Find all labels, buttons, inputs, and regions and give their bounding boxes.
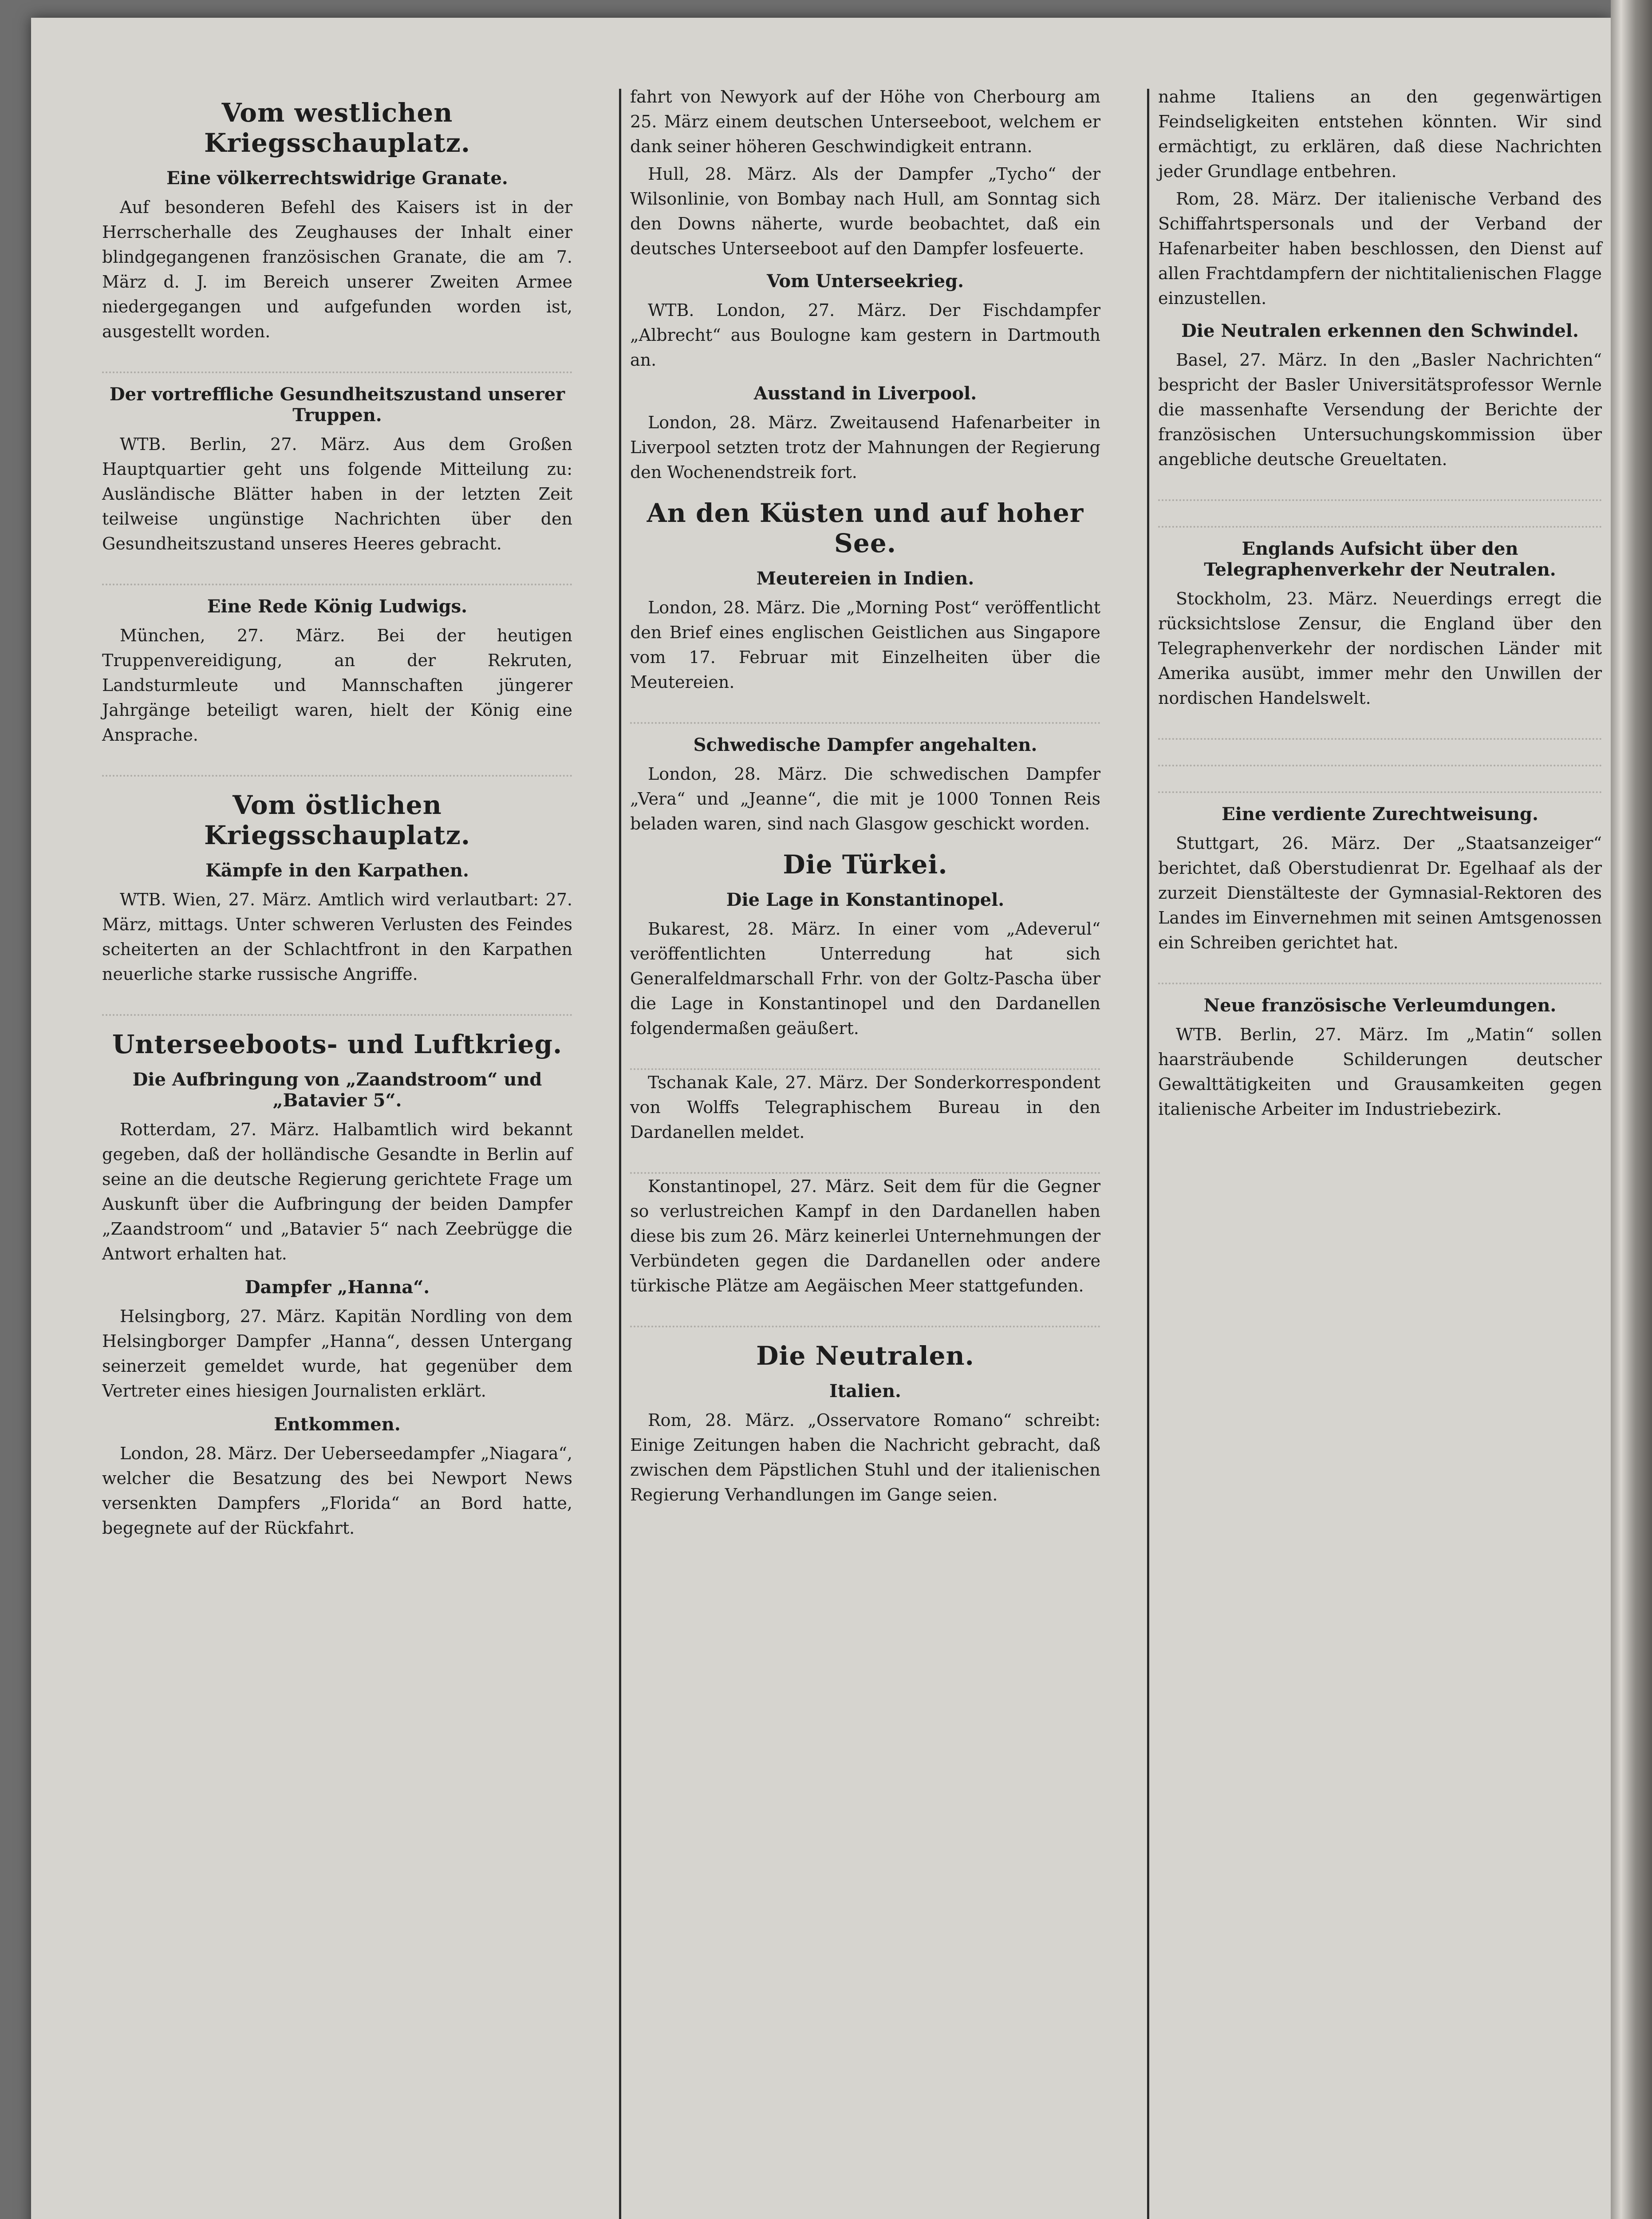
article: [102, 1414, 572, 1540]
article-text: Rom, 28. März. „Osservatore Romano“ schreibt: Einige Zeitungen haben die Nachricht gebracht, daß zwischen dem Päpstlichen Stuhl und der italienischen Regierung Verhandlungen im Gange seien.: [630, 1410, 1100, 1504]
article-text: WTB. Berlin, 27. März. Aus dem Großen Hauptquartier geht uns folgende Mitteilung zu: Ausländische Blätter haben in der letzten Zeit teilweise ungünstige Nachrichten über den Gesundheitszustand unseres Heeres gebracht.: [102, 434, 572, 553]
article-heading: Italien.: [829, 1381, 901, 1402]
article-text: Hull, 28. März. Als der Dampfer „Tycho“ der Wilsonlinie, von Bombay nach Hull, am Sonntag sich den Downs näherte, wurde beobachtet, daß ein deutsches Unterseeboot auf den Dampfer losfeuerte.: [630, 164, 1100, 258]
article-text: Rom, 28. März. Der italienische Verband des Schiffahrtspersonals und der Verband der Hafenarbeiter haben beschlossen, den Dienst auf allen Frachtdampfern der nichtitalienischen Flagge einzustellen.: [1158, 189, 1602, 308]
section-heading: Die Türkei.: [783, 849, 948, 880]
article-text: Tschanak Kale, 27. März. Der Sonderkorrespondent von Wolffs Telegraphischem Bureau in den Dardanellen meldet.: [630, 1073, 1100, 1142]
book-spine-edge: [1611, 0, 1652, 2219]
article: [630, 734, 1100, 836]
article-text: Rotterdam, 27. März. Halbamtlich wird bekannt gegeben, daß der holländische Gesandte in Berlin auf seine an die deutsche Regierung gerichtete Frage um Auskunft über die Aufbringung der beiden Dampfer „Zaandstroom“ und „Batavier 5“ nach Zeebrügge die Antwort erhalten hat.: [102, 1120, 572, 1263]
article: [102, 1069, 572, 1266]
article-text: Konstantinopel, 27. März. Seit dem für die Gegner so verlustreichen Kampf in den Dardanellen haben diese bis zum 26. März keinerlei Unternehmungen der Verbündeten gegen die Dardanellen oder andere türkische Plätze am Aegäischen Meer stattgefunden.: [630, 1177, 1100, 1295]
article-heading: Eine verdiente Zurechtweisung.: [1222, 804, 1538, 825]
article-text: WTB. Wien, 27. März. Amtlich wird verlautbart: 27. März, mittags. Unter schweren Verlusten des Feindes scheiterten an der Schlachtfront in den Karpathen neuerliche starke russische Angriffe.: [102, 890, 572, 984]
article-heading: Vom Unterseekrieg.: [766, 271, 964, 292]
article-text: nahme Italiens an den gegenwärtigen Feindseligkeiten entstehen könnten. Wir sind ermächtigt, zu erklären, daß diese Nachrichten jeder Grundlage entbehren.: [1158, 87, 1602, 181]
article-heading: Englands Aufsicht über den Telegraphenverkehr der Neutralen.: [1204, 538, 1556, 580]
section-heading: Die Neutralen.: [756, 1341, 974, 1371]
article-text: Stuttgart, 26. März. Der „Staatsanzeiger“ berichtet, daß Oberstudienrat Dr. Egelhaaf als der zurzeit Dienstälteste der Gymnasial-Rektoren des Landes im Einvernehmen mit seinen Amtsgenossen ein Schreiben gerichtet hat.: [1158, 833, 1602, 952]
article-heading: Dampfer „Hanna“.: [244, 1277, 430, 1298]
section-heading: An den Küsten und auf hoher See.: [647, 498, 1084, 558]
article-heading: Meutereien in Indien.: [756, 568, 974, 589]
column-2: [630, 84, 1100, 2219]
article: [630, 568, 1100, 724]
article-text: WTB. London, 27. März. Der Fischdampfer „Albrecht“ aus Boulogne kam gestern in Dartmouth an.: [630, 300, 1100, 370]
article: [102, 860, 572, 1016]
article-text: München, 27. März. Bei der heutigen Truppenvereidigung, an der Rekruten, Landsturmleute und Mannschaften jüngerer Jahrgänge beteiligt waren, hielt der König eine Ansprache.: [102, 626, 572, 745]
section-heading: Unterseeboots- und Luftkrieg.: [112, 1029, 563, 1059]
article-heading: Kämpfe in den Karpathen.: [205, 860, 469, 881]
article: [102, 168, 572, 373]
article: [1158, 995, 1602, 1121]
article: [630, 889, 1100, 1327]
article-text: Basel, 27. März. In den „Basler Nachrichten“ bespricht der Basler Universitätsprofessor Wernle die massenhafte Versendung der Berichte der französischen Untersuchungskommission über angebliche deutsche Greueltaten.: [1158, 350, 1602, 469]
article: [102, 1277, 572, 1403]
section-heading: Vom östlichen Kriegsschauplatz.: [204, 790, 471, 850]
article: [630, 383, 1100, 485]
article-text: London, 28. März. Die „Morning Post“ veröffentlicht den Brief eines englischen Geistlichen aus Singapore vom 17. Februar mit Einzelheiten über die Meutereien.: [630, 598, 1100, 692]
article-heading: Ausstand in Liverpool.: [753, 383, 977, 404]
article-heading: Neue französische Verleumdungen.: [1203, 995, 1557, 1016]
article-text: WTB. Berlin, 27. März. Im „Matin“ sollen haarsträubende Schilderungen deutscher Gewalttätigkeiten und Grausamkeiten gegen italienische Arbeiter im Industriebezirk.: [1158, 1025, 1602, 1119]
article-text: Helsingborg, 27. März. Kapitän Nordling von dem Helsingborger Dampfer „Hanna“, dessen Untergang seinerzeit gemeldet wurde, hat gegenüber dem Vertreter eines hiesigen Journalisten erklärt.: [102, 1307, 572, 1401]
article: [1158, 320, 1602, 528]
article: [630, 1381, 1100, 1507]
article-text: Auf besonderen Befehl des Kaisers ist in der Herrscherhalle des Zeughauses der Inhalt einer blindgegangenen französischen Granate, die am 7. März d. J. im Bereich unserer Zweiten Armee niedergegangen und aufgefunden worden ist, ausgestellt worden.: [102, 197, 572, 341]
article-text: London, 28. März. Die schwedischen Dampfer „Vera“ und „Jeanne“, die mit je 1000 Tonnen Reis beladen waren, sind nach Glasgow geschickt worden.: [630, 764, 1100, 833]
article-heading: Die Neutralen erkennen den Schwindel.: [1181, 320, 1579, 341]
article-text: Stockholm, 23. März. Neuerdings erregt die rücksichtslose Zensur, die England über den Telegraphenverkehr der nordischen Länder mit Amerika ausübt, immer mehr den Unwillen der nordischen Handelswelt.: [1158, 589, 1602, 708]
article-heading: Entkommen.: [274, 1414, 401, 1435]
article-heading: Die Aufbringung von „Zaandstroom“ und „Batavier 5“.: [132, 1069, 542, 1111]
article-heading: Die Lage in Konstantinopel.: [726, 889, 1005, 910]
article: [630, 271, 1100, 372]
article-heading: Schwedische Dampfer angehalten.: [693, 734, 1037, 755]
article: [1158, 538, 1602, 793]
section-heading: Vom westlichen Kriegsschauplatz.: [204, 98, 471, 158]
column-rule: [619, 89, 621, 2219]
article-heading: Der vortreffliche Gesundheitszustand unserer Truppen.: [109, 384, 565, 426]
article: [102, 596, 572, 777]
article: [102, 384, 572, 585]
article-heading: Eine Rede König Ludwigs.: [207, 596, 468, 617]
column-rule: [1147, 89, 1149, 2219]
article: [1158, 804, 1602, 984]
article-text: Bukarest, 28. März. In einer vom „Adeverul“ veröffentlichten Unterredung hat sich Generalfeldmarschall Frhr. von der Goltz-Pascha über die Lage in Konstantinopel und den Dardanellen folgendermaßen geäußert.: [630, 919, 1100, 1038]
article-text: fahrt von Newyork auf der Höhe von Cherbourg am 25. März einem deutschen Unterseeboot, welchem er dank seiner höheren Geschwindigkeit entrann.: [630, 87, 1100, 156]
column-1: [102, 84, 572, 2219]
article-text: London, 28. März. Zweitausend Hafenarbeiter in Liverpool setzten trotz der Mahnungen der Regierung den Wochenendstreik fort.: [630, 413, 1100, 482]
column-3: [1158, 84, 1602, 2219]
article-heading: Eine völkerrechtswidrige Granate.: [166, 168, 508, 189]
article-text: London, 28. März. Der Ueberseedampfer „Niagara“, welcher die Besatzung des bei Newport News versenkten Dampfers „Florida“ an Bord hatte, begegnete auf der Rückfahrt.: [102, 1444, 572, 1538]
